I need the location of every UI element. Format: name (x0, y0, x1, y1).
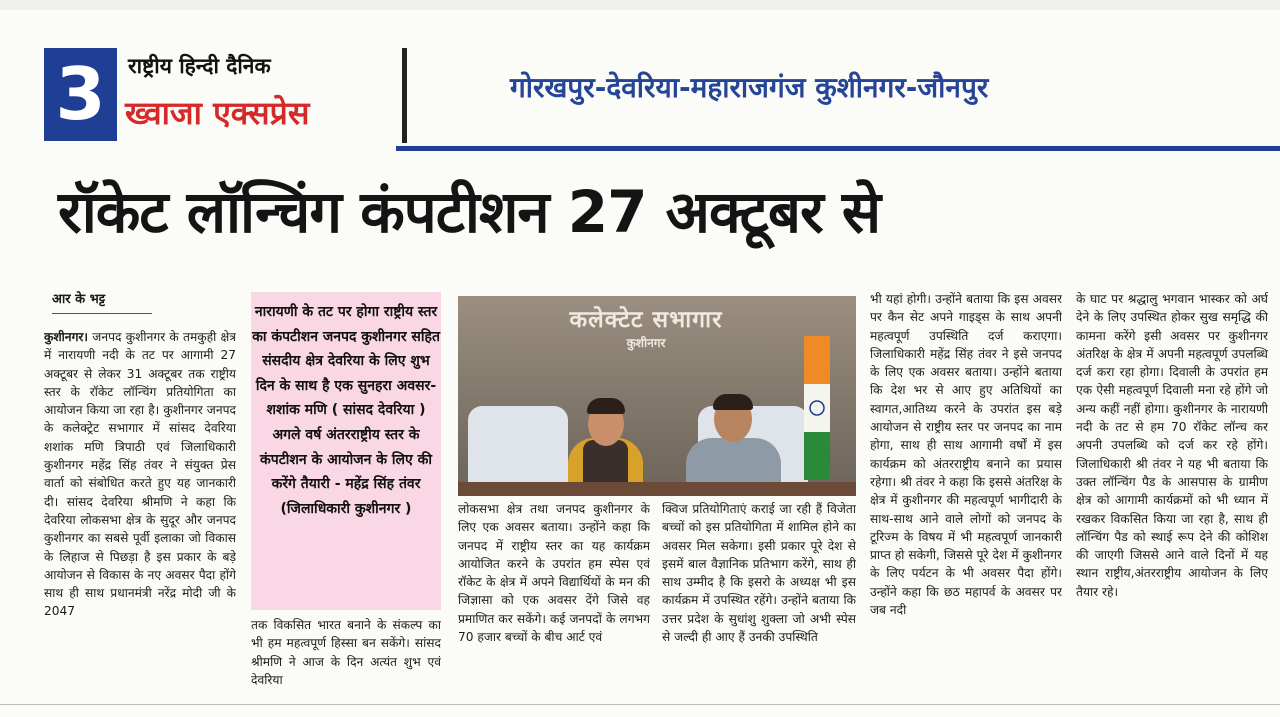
photo-sign (516, 302, 776, 362)
byline: आर के भट्ट (52, 292, 106, 307)
byline-rule (52, 313, 152, 314)
dateline: कुशीनगर। (44, 330, 89, 344)
masthead-divider (402, 48, 407, 143)
article-column-5 (870, 290, 1062, 698)
headline: रॉकेट लॉन्चिंग कंपटीशन 27 अक्टूबर से (58, 178, 881, 246)
person-mp-hair (587, 398, 625, 414)
page-number-box: 3 (44, 48, 117, 141)
sign-title: कलेक्टेट सभागार (569, 307, 723, 333)
person-dm (678, 394, 788, 496)
sign-subtitle: कुशीनगर (626, 336, 666, 350)
column-3-text: लोकसभा क्षेत्र तथा जनपद कुशीनगर के लिए एक अवसर बताया। उन्होंने कहा कि जनपद में राष्ट्रीय स्तर का यह कार्यक्रम आयोजित करने के उपरांत हम स्पेस एवं रॉकेट के क्षेत्र में अपने विद्यार्थियों के मन की जिज्ञासा को एक अवसर देंगे जिसे वह प्रमाणित कर सकेंगे। कई जनपदों के लगभग 70 हजार बच्चों के बीच आर्ट एवं (458, 502, 650, 645)
table-edge (458, 482, 856, 496)
masthead-rule (396, 146, 1280, 151)
masthead-tagline: राष्ट्रीय हिन्दी दैनिक (128, 54, 271, 78)
edition-line: गोरखपुर-देवरिया-महाराजगंज कुशीनगर-जौनपुर (510, 71, 989, 104)
press-conference-photo (458, 296, 856, 496)
flag-icon (798, 336, 838, 486)
column-5-text: भी यहां होगी। उन्होंने बताया कि इस अवसर पर कैन सेट अपने गाइड्स के साथ अपनी महत्वपूर्ण उपस्थिति दर्ज कराएगा। जिलाधिकारी महेंद्र सिंह तंवर ने इसे जनपद के लिए एक अवसर बताया। उन्होंने बताया कि देश भर से आए हुए अतिथियों का स्वागत,आतिथ्य करने के उपरांत इस बड़े आयोजन से राष्ट्रीय स्तर पर जनपद का नाम होगा, साथ ही साथ आगामी वर्षों में इस कार्यक्रम को अंतरराष्ट्रीय बनाने का प्रयास रहेगा। श्री तंवर ने कहा कि इससे अंतरिक्ष के क्षेत्र में कुशीनगर की महत्वपूर्ण भागीदारी के साथ-साथ आने वाले लोगों को जनपद के टूरिज्म के विषय में भी महत्वपूर्ण जानकारी प्राप्त हो सकेगी, जिससे पूरे देश में कुशीनगर के लिए पर्यटन के भी अवसर पैदा होंगे। उन्होंने कहा कि छठ महापर्व के अवसर पर जब नदी (870, 292, 1062, 618)
column-4-text: क्विज प्रतियोगिताएं कराई जा रही हैं विजेता बच्चों को इस प्रतियोगिता में शामिल होने का अवसर मिल सकेगा। इसी प्रकार पूरे देश से इसमें बाल वैज्ञानिक प्रतिभाग करेंगे, साथ ही साथ उम्मीद है कि इसरो के अध्यक्ष भी इस कार्यक्रम में उपस्थित रहेंगे। उन्होंने बताया कि उत्तर प्रदेश के सुधांशु शुक्ला जो अभी स्पेस से जल्दी ही आए हैं उनकी उपस्थिति (662, 502, 856, 645)
article-column-2 (251, 616, 441, 698)
column-6-text: के घाट पर श्रद्धालु भगवान भास्कर को अर्घ देने के लिए उपस्थित होकर सुख समृद्धि की कामना करेंगे इसी अवसर पर कुशीनगर अंतरिक्ष के क्षेत्र में अपनी महत्वपूर्ण उपलब्धि दर्ज करा रहा होगा। दिवाली के उपरांत हम एक ऐसी महत्वपूर्ण दिवाली मना रहे होंगे जो अन्य कहीं नहीं होगा। कुशीनगर के नारायणी नदी के तट से हम 70 रॉकेट लॉन्च कर अपनी उपलब्धि को दर्ज कर रहे होंगे। जिलाधिकारी श्री तंवर ने यह भी बताया कि उक्त लॉन्चिंग पैड के आसपास के ग्रामीण क्षेत्र को आगामी कार्यक्रमों को भी ध्यान में रखकर विकसित किया जा रहा है, साथ ही लॉन्चिंग पैड को स्थाई रूप देने की कोशिश की जाएगी जिससे आने वाले दिनों में यह स्थान राष्ट्रीय,अंतरराष्ट्रीय आयोजन के लिए तैयार रहे। (1076, 292, 1268, 599)
masthead-paper-name: ख्वाजा एक्सप्रेस (125, 94, 310, 132)
article-column-3 (458, 500, 650, 698)
bottom-rule (0, 704, 1280, 705)
person-dm-hair (713, 394, 753, 410)
pull-quote: नारायणी के तट पर होगा राष्ट्रीय स्तर का कंपटीशन जनपद कुशीनगर सहित संसदीय क्षेत्र देवरिया के लिए शुभ दिन के साथ है एक सुनहरा अवसर- शशांक मणि ( सांसद देवरिया ) अगले वर्ष अंतरराष्ट्रीय स्तर के कंपटीशन के आयोजन के लिए की करेंगे तैयारी - महेंद्र सिंह तंवर (जिलाधिकारी कुशीनगर ) (251, 292, 441, 610)
column-2-text: तक विकसित भारत बनाने के संकल्प का भी हम महत्वपूर्ण हिस्सा बन सकेंगे। सांसद श्रीमणि ने आज के दिन अत्यंत शुभ एवं देवरिया (251, 618, 441, 687)
article-column-1 (44, 328, 236, 698)
article-column-6 (1076, 290, 1268, 698)
top-margin (0, 0, 1280, 10)
column-1-text: जनपद कुशीनगर के तमकुही क्षेत्र में नारायणी नदी के तट पर आगामी 27 अक्टूबर से लेकर 31 अक्टूबर तक राष्ट्रीय स्तर के रॉकेट लॉन्चिंग प्रतियोगिता का आयोजन किया जा रहा है। कुशीनगर जनपद के कलेक्ट्रेट सभागार में सांसद देवरिया शशांक मणि त्रिपाठी एवं जिलाधिकारी कुशीनगर महेंद्र सिंह तंवर ने संयुक्त प्रेस वार्ता को संबोधित करते हुए यह जानकारी दी। सांसद देवरिया श्रीमणि ने कहा कि देवरिया लोकसभा क्षेत्र के सुदूर और जनपद कुशीनगर का सबसे पूर्वी इलाका जो विकास के लिहाज से पिछड़ा है इस प्रकार के बड़े आयोजन से विकास के नए अवसर पैदा होंगे साथ ही साथ प्रधानमंत्री नरेंद्र मोदी जी के 2047 (44, 330, 236, 619)
article-column-4 (662, 500, 856, 698)
